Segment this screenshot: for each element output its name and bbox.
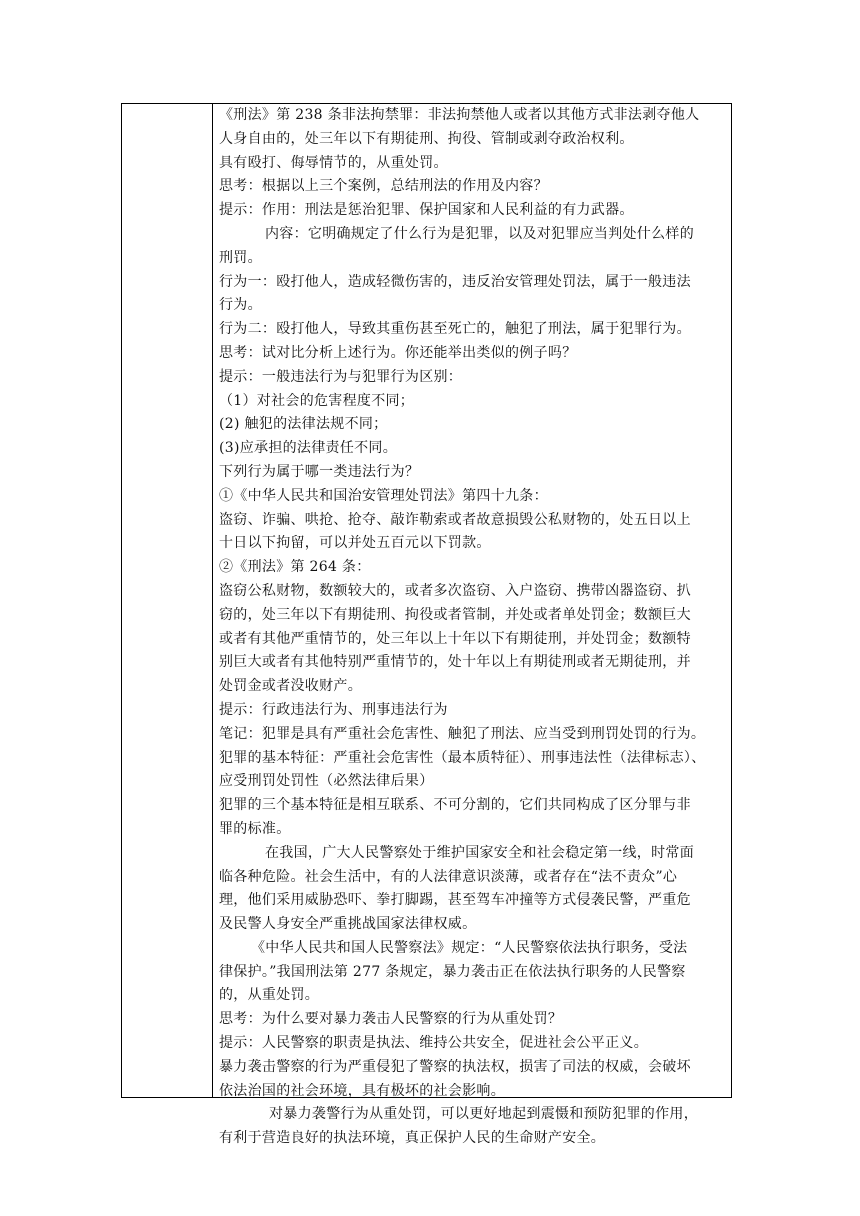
text-line: 刑罚。 <box>219 249 262 266</box>
text-line: (2) 触犯的法律法规不同； <box>219 416 388 433</box>
lesson-content <box>213 104 731 1151</box>
text-line: (3)应承担的法律责任不同。 <box>219 440 398 457</box>
text-line: 思考：根据以上三个案例，总结刑法的作用及内容？ <box>219 178 548 195</box>
text-line: 下列行为属于哪一类违法行为？ <box>219 463 420 480</box>
lesson-table <box>121 103 732 1147</box>
text-line: 《中华人民共和国人民警察法》规定：“人民警察依法执行职务，受法 <box>251 939 688 956</box>
text-line: 律保护。”我国刑法第 277 条规定，暴力袭击正在依法执行职务的人民警察 <box>219 963 686 980</box>
text-line: 《刑法》第 238 条非法拘禁罪：非法拘禁他人或者以其他方式非法剥夺他人 <box>219 107 700 123</box>
text-line: 别巨大或者有其他特别严重情节的，处十年以上有期徒刑或者无期徒刑，并 <box>219 654 691 671</box>
text-line: 人身自由的，处三年以下有期徒刑、拘役、管制或剥夺政治权利。 <box>219 130 634 147</box>
text-line: 盗窃、诈骗、哄抢、抢夺、敲诈勒索或者故意损毁公私财物的，处五日以上 <box>219 511 691 528</box>
text-line: 内容：它明确规定了什么行为是犯罪，以及对犯罪应当判处什么样的 <box>265 225 694 242</box>
text-line: （1）对社会的危害程度不同； <box>219 392 415 409</box>
text-line: 提示：一般违法行为与犯罪行为区别： <box>219 368 463 385</box>
text-line: 十日以下拘留，可以并处五百元以下罚款。 <box>219 535 491 552</box>
text-line: 犯罪的基本特征：严重社会危害性（最本质特征）、刑事违法性（法律标志）、 <box>219 749 706 766</box>
text-line: 提示：行政违法行为、刑事违法行为 <box>219 701 448 718</box>
left-column-cell <box>122 104 213 1097</box>
text-line: 思考：试对比分析上述行为。你还能举出类似的例子吗？ <box>219 344 577 361</box>
text-line: 在我国，广大人民警察处于维护国家安全和社会稳定第一线，时常面 <box>265 844 694 861</box>
text-line: 临各种危险。社会生活中，有的人法律意识淡薄，或者存在“法不责众”心 <box>219 868 678 885</box>
text-line: 或者有其他严重情节的，处三年以上十年以下有期徒刑，并处罚金；数额特 <box>219 630 691 647</box>
text-line: 行为一：殴打他人，造成轻微伤害的，违反治安管理处罚法，属于一般违法 <box>219 273 691 290</box>
text-line: 思考：为什么要对暴力袭击人民警察的行为从重处罚？ <box>219 1011 563 1028</box>
text-line: 行为二：殴打他人，导致其重伤甚至死亡的，触犯了刑法，属于犯罪行为。 <box>219 321 691 338</box>
text-line: ②《刑法》第 264 条： <box>219 559 371 576</box>
text-line: 理，他们采用威胁恐吓、拳打脚踢，甚至驾车冲撞等方式侵袭民警，严重危 <box>219 892 691 909</box>
text-line: 具有殴打、侮辱情节的，从重处罚。 <box>219 154 448 171</box>
text-line: 的，从重处罚。 <box>219 987 320 1004</box>
text-line: 笔记：犯罪是具有严重社会危害性、触犯了刑法、应当受到刑罚处罚的行为。 <box>219 725 706 742</box>
text-line: 暴力袭击警察的行为严重侵犯了警察的执法权，损害了司法的权威，会破坏 <box>219 1058 691 1075</box>
text-line: 罪的标准。 <box>219 820 291 837</box>
text-line: 犯罪的三个基本特征是相互联系、不可分割的，它们共同构成了区分罪与非 <box>219 797 691 814</box>
text-line: 盗窃公私财物，数额较大的，或者多次盗窃、入户盗窃、携带凶器盗窃、扒 <box>219 582 691 599</box>
text-line: 及民警人身安全严重挑战国家法律权威。 <box>219 916 477 933</box>
text-line: 依法治国的社会环境，具有极坏的社会影响。 <box>219 1082 505 1099</box>
text-line: 有利于营造良好的执法环境，真正保护人民的生命财产安全。 <box>219 1130 606 1147</box>
text-line: 应受刑罚处罚性（必然法律后果） <box>219 773 434 790</box>
right-column-cell <box>213 104 731 1147</box>
text-line: 提示：作用：刑法是惩治犯罪、保护国家和人民利益的有力武器。 <box>219 202 634 219</box>
text-line: 窃的，处三年以下有期徒刑、拘役或者管制，并处或者单处罚金；数额巨大 <box>219 606 691 623</box>
text-line: 提示：人民警察的职责是执法、维持公共安全，促进社会公平正义。 <box>219 1035 648 1052</box>
text-line: 对暴力袭警行为从重处罚，可以更好地起到震慑和预防犯罪的作用， <box>269 1106 698 1123</box>
text-line: 行为。 <box>219 297 262 314</box>
text-line: ①《中华人民共和国治安管理处罚法》第四十九条： <box>219 487 548 504</box>
text-line: 处罚金或者没收财产。 <box>219 678 362 695</box>
